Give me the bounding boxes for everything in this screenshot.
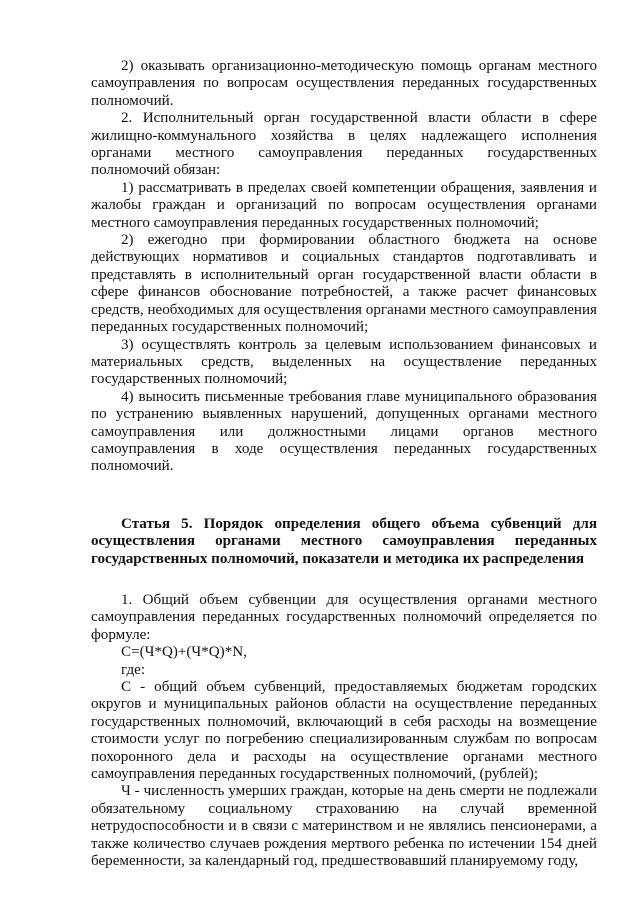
paragraph-7: 1. Общий объем субвенции для осуществления органами местного самоуправления переданных государственных полномочий определяется по формуле: [91,591,597,643]
paragraph-4: 2) ежегодно при формировании областного бюджета на основе действующих нормативов и социальных стандартов подготавливать и представлять в исполнительный орган государственной власти области в сфере финансов обоснование потребностей, а также расчет финансовых средств, необходимых для осуществления органами местного самоуправления переданных государственных полномочий; [91,232,597,336]
paragraph-c-definition: С - общий объем субвенций, предоставляемых бюджетам городских округов и муниципальных районов области на осуществление переданных государственных полномочий, включающий в себя расходы на возмещение стоимости услуг по погребению специализированным службам по вопросам похоронного дела и расходы на осуществление органами местного самоуправления переданных государственных полномочий, (рублей); [91,679,597,783]
document-page [91,58,597,870]
paragraph-2: 2. Исполнительный орган государственной власти области в сфере жилищно-коммунального хозяйства в целях надлежащего исполнения органами местного самоуправления переданных государственных полномочий обязан: [91,110,597,179]
formula: С=(Ч*Q)+(Ч*Q)*N, [121,644,247,661]
paragraph-3: 1) рассматривать в пределах своей компетенции обращения, заявления и жалобы граждан и организаций по вопросам осуществления органами местного самоуправления переданных государственных полномочий; [91,179,597,231]
paragraph-6: 4) выносить письменные требования главе муниципального образования по устранению выявленных нарушений, допущенных органами местного самоуправления или должностными лицами органов местного самоуправления в ходе осуществления переданных государственных полномочий. [91,388,597,475]
paragraph-ch-definition: Ч - численность умерших граждан, которые на день смерти не подлежали обязательному социальному страхованию на случай временной нетрудоспособности и в связи с материнством и не являлись пенсионерами, а также количество случаев рождения мертвого ребенка по истечении 154 дней беременности, за календарный год, предшествовавший планируемому году, [91,783,597,870]
paragraph-1: 2) оказывать организационно-методическую помощь органам местного самоуправления по вопросам осуществления переданных государственных полномочий. [91,58,597,109]
paragraph-5: 3) осуществлять контроль за целевым использованием финансовых и материальных средств, выделенных на осуществление переданных государственных полномочий; [91,336,597,388]
paragraph-where: где: [121,661,146,678]
article-heading: Статья 5. Порядок определения общего объема субвенций для осуществления органами местного самоуправления переданных государственных полномочий, показатели и методика их распределения [91,515,597,567]
